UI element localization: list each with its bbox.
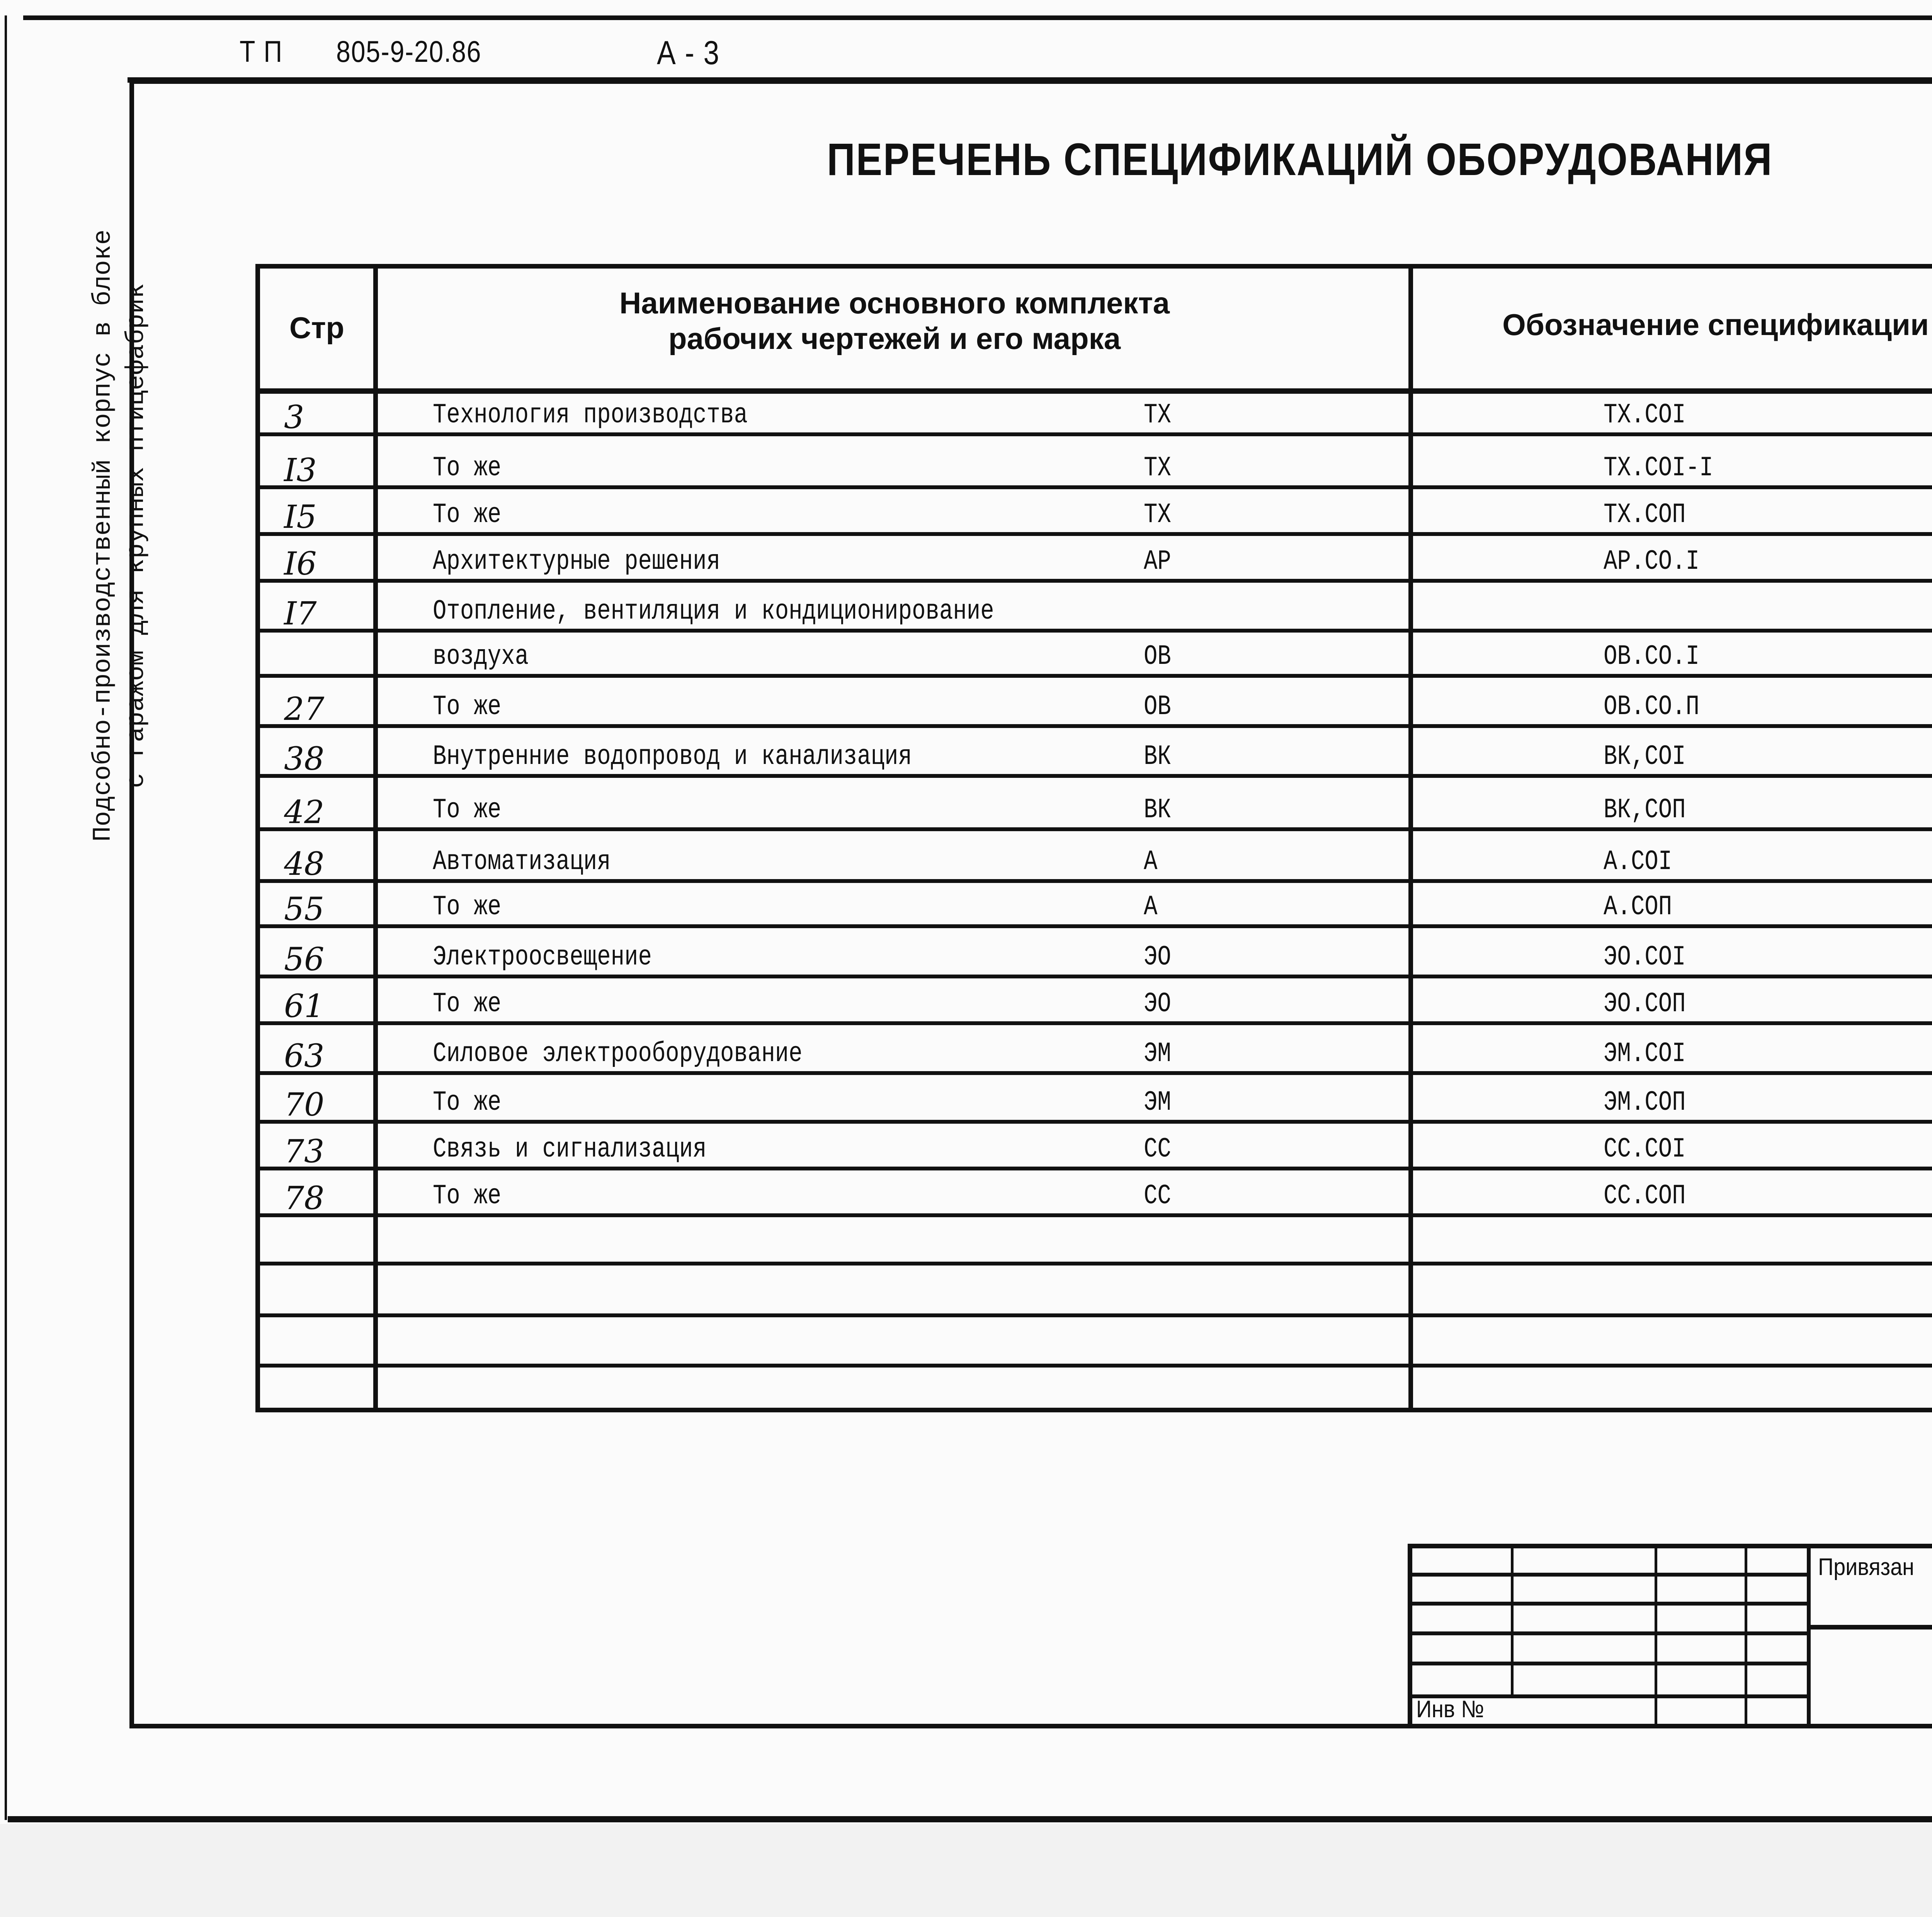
row-page-number: 42 bbox=[284, 794, 325, 831]
side-caption-line1: Подсобно-производственный корпус в блоке bbox=[88, 229, 117, 842]
row-mark: А bbox=[1144, 891, 1158, 923]
row-mark: ЭО bbox=[1144, 941, 1171, 973]
row-mark: ТХ bbox=[1144, 452, 1171, 484]
row-page-number: 48 bbox=[284, 846, 325, 883]
table-row-divider bbox=[255, 1021, 1932, 1025]
row-spec: ЭО.СОI bbox=[1604, 941, 1686, 973]
row-page-number: I3 bbox=[284, 452, 317, 489]
row-page-number: I6 bbox=[284, 546, 317, 582]
row-spec: ОВ.СО.П bbox=[1604, 691, 1700, 723]
row-mark: ЭО bbox=[1144, 988, 1171, 1020]
table-row-divider bbox=[255, 485, 1932, 489]
table-header-divider bbox=[255, 388, 1932, 394]
row-name: То же bbox=[433, 452, 502, 484]
row-name: То же bbox=[433, 691, 502, 723]
table-row-divider bbox=[255, 579, 1932, 583]
side-caption bbox=[87, 168, 153, 903]
table-row-divider bbox=[255, 1313, 1932, 1317]
table-row-divider bbox=[255, 674, 1932, 678]
column-header-page: Стр bbox=[289, 310, 345, 345]
column-header-name: Наименование основного комплекта рабочих чертежей и его марка bbox=[619, 286, 1170, 356]
row-name: То же bbox=[433, 794, 502, 826]
row-page-number: 61 bbox=[284, 988, 325, 1025]
table-row-divider bbox=[255, 975, 1932, 978]
row-name: То же bbox=[433, 891, 502, 923]
table-row-divider bbox=[255, 432, 1932, 436]
table-row-divider bbox=[255, 774, 1932, 778]
row-page-number: 78 bbox=[284, 1180, 325, 1217]
row-page-number: 63 bbox=[284, 1038, 325, 1075]
table-row-divider bbox=[255, 827, 1932, 831]
row-name: Архитектурные решения bbox=[433, 546, 721, 577]
header-album: А - 3 bbox=[657, 34, 720, 71]
stamp-hline-4 bbox=[1408, 1662, 1810, 1665]
row-spec: ТХ.СОП bbox=[1604, 499, 1686, 531]
stamp-hline-3 bbox=[1408, 1631, 1810, 1635]
row-mark: ОВ bbox=[1144, 641, 1171, 672]
row-name: То же bbox=[433, 988, 502, 1020]
row-name: воздуха bbox=[433, 641, 529, 672]
row-page-number: I5 bbox=[284, 499, 317, 536]
sheet-bottom-line bbox=[8, 1816, 1932, 1822]
row-page-number: 73 bbox=[284, 1133, 325, 1170]
row-spec: ЭМ.СОI bbox=[1604, 1038, 1686, 1070]
sheet-left-edge bbox=[5, 15, 7, 1820]
table-row-divider bbox=[255, 924, 1932, 928]
table-row-divider bbox=[255, 724, 1932, 728]
row-name: Технология производства bbox=[433, 399, 748, 431]
row-page-number: 27 bbox=[284, 691, 325, 728]
row-spec: ТХ.СОI-I bbox=[1604, 452, 1713, 484]
row-name: Связь и сигнализация bbox=[433, 1133, 707, 1165]
row-mark: ОВ bbox=[1144, 691, 1171, 723]
row-spec: ВК,СОП bbox=[1604, 794, 1686, 826]
table-row-divider bbox=[255, 1262, 1932, 1266]
stamp-hline-2 bbox=[1408, 1602, 1810, 1606]
row-name: Отопление, вентиляция и кондиционирование bbox=[433, 595, 994, 627]
row-name: То же bbox=[433, 1180, 502, 1212]
table-row-divider bbox=[255, 532, 1932, 536]
table-row-divider bbox=[255, 879, 1932, 883]
stamp-hline-main bbox=[1808, 1625, 1932, 1630]
row-spec: А.СОП bbox=[1604, 891, 1672, 923]
row-mark: ВК bbox=[1144, 794, 1171, 826]
row-page-number: 56 bbox=[284, 941, 325, 978]
row-spec: ТХ.СОI bbox=[1604, 399, 1686, 431]
header-series-label: Т П bbox=[240, 34, 283, 68]
row-mark: ТХ bbox=[1144, 499, 1171, 531]
table-row-divider bbox=[255, 1120, 1932, 1124]
stamp-attached-label: Привязан bbox=[1818, 1554, 1914, 1580]
top-strip-top-border bbox=[23, 15, 1932, 20]
stamp-hline-1 bbox=[1408, 1573, 1810, 1577]
table-row-divider bbox=[255, 629, 1932, 633]
row-spec: ЭО.СОП bbox=[1604, 988, 1686, 1020]
row-mark: ЭМ bbox=[1144, 1038, 1171, 1070]
row-spec: ОВ.СО.I bbox=[1604, 641, 1700, 672]
table-row-divider bbox=[255, 1364, 1932, 1368]
row-name: То же bbox=[433, 499, 502, 531]
table-row-divider bbox=[255, 1213, 1932, 1217]
row-mark: ТХ bbox=[1144, 399, 1171, 431]
table-row-divider bbox=[255, 1167, 1932, 1170]
header-project-code: 805-9-20.86 bbox=[336, 34, 482, 68]
row-name: То же bbox=[433, 1087, 502, 1118]
row-page-number: 38 bbox=[284, 741, 325, 777]
row-mark: АР bbox=[1144, 546, 1171, 577]
row-mark: СС bbox=[1144, 1180, 1171, 1212]
row-spec: СС.СОП bbox=[1604, 1180, 1686, 1212]
stamp-inv-label: Инв № bbox=[1416, 1696, 1484, 1723]
row-name: Внутренние водопровод и канализация bbox=[433, 741, 912, 772]
page-title: ПЕРЕЧЕНЬ СПЕЦИФИКАЦИЙ ОБОРУДОВАНИЯ bbox=[827, 134, 1773, 185]
row-page-number: 70 bbox=[284, 1087, 325, 1123]
stamp-col-1 bbox=[1511, 1544, 1514, 1696]
row-name: Силовое электрооборудование bbox=[433, 1038, 803, 1070]
row-name: Электроосвещение bbox=[433, 941, 652, 973]
row-spec: ВК,СОI bbox=[1604, 741, 1686, 772]
side-caption-line2: с гаражом для крупных птицефабрик bbox=[122, 283, 151, 788]
row-name: Автоматизация bbox=[433, 846, 611, 878]
row-spec: СС.СОI bbox=[1604, 1133, 1686, 1165]
row-spec: АР.СО.I bbox=[1604, 546, 1700, 577]
row-mark: ЭМ bbox=[1144, 1087, 1171, 1118]
column-header-spec: Обозначение спецификации bbox=[1502, 308, 1929, 342]
row-page-number: 3 bbox=[284, 399, 304, 436]
table-row-divider bbox=[255, 1071, 1932, 1075]
row-spec: А.СОI bbox=[1604, 846, 1672, 878]
row-page-number: I7 bbox=[284, 595, 317, 632]
row-spec: ЭМ.СОП bbox=[1604, 1087, 1686, 1118]
row-page-number: 55 bbox=[284, 891, 325, 928]
row-mark: ВК bbox=[1144, 741, 1171, 772]
row-mark: А bbox=[1144, 846, 1158, 878]
row-mark: СС bbox=[1144, 1133, 1171, 1165]
